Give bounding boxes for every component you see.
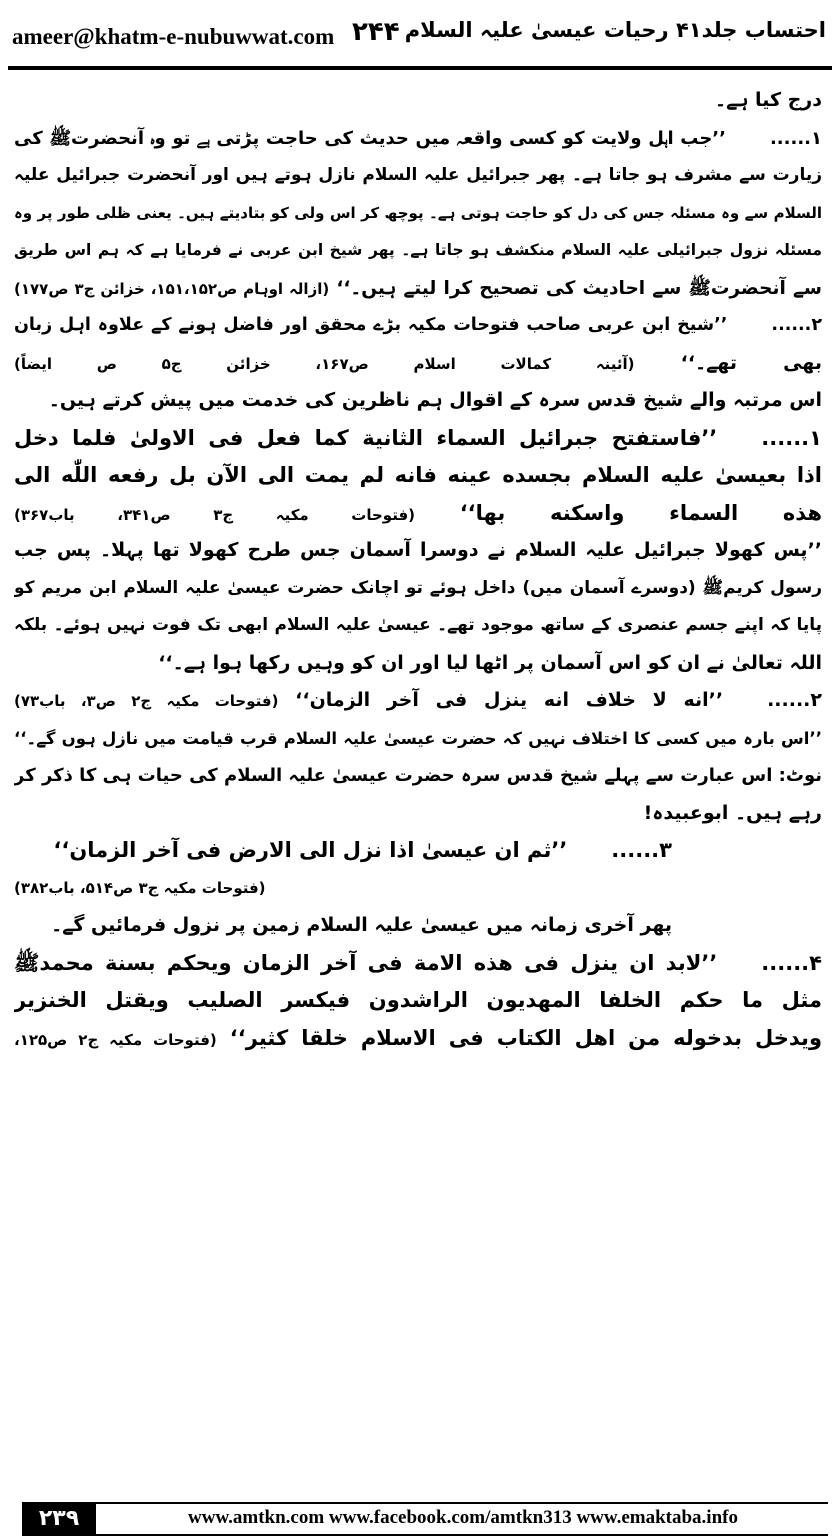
text-line <box>14 345 822 383</box>
text-line <box>14 270 822 308</box>
item-number: ۱...... <box>761 425 822 450</box>
text-line <box>14 907 822 945</box>
text-line <box>14 157 822 195</box>
line-text: مسئلہ نزول جبرائیلی علیہ السلام منکشف ہو جاتا ہے۔ پھر شیخ ابن عربی نے فرمایا ہے کہ ہم اس طریق <box>14 241 822 259</box>
line-text: هذه السماء واسکنه بها‘‘ <box>459 500 822 525</box>
text-line <box>14 82 822 120</box>
text-line <box>14 307 822 345</box>
line-text: ’’پس کھولا جبرائیل علیہ السلام نے دوسرا آسمان جس طرح کھولا تھا پہلا۔ پس جب <box>14 539 822 561</box>
text-line <box>14 645 822 683</box>
line-text: ’’انه لا خلاف انه ینزل فی آخر الزمان‘‘ <box>295 689 724 711</box>
text-line <box>14 120 822 158</box>
line-text: سے آنحضرتﷺ سے احادیث کی تصحیح کرا لیتے ہیں۔‘‘ <box>336 277 822 299</box>
header-rule <box>8 66 832 70</box>
text-line <box>14 982 822 1020</box>
line-text: پھر آخری زمانہ میں عیسیٰ علیہ السلام زمین پر نزول فرمائیں گے۔ <box>51 914 672 936</box>
line-text: اذا بعیسیٰ علیه السلام بجسده عینه فانه لم یمت الی الآن بل رفعه اللّٰه الی <box>14 463 822 487</box>
text-line <box>14 195 822 233</box>
item-number: ۲...... <box>767 689 822 711</box>
footer-rule-top <box>96 1502 828 1504</box>
text-line <box>14 832 822 870</box>
text-line <box>14 420 822 458</box>
text-line <box>14 532 822 570</box>
line-text: رسول کریمﷺ (دوسرے آسمان میں) داخل ہوئے تو اچانک حضرت عیسیٰ علیہ السلام ابن مریم کو <box>14 577 822 598</box>
text-line <box>14 495 822 533</box>
reference: (ازالہ اوہام ص۱۵۱،۱۵۲، خزائن ج۳ ص۱۷۷) <box>14 279 330 298</box>
line-text: رہے ہیں۔ ابوعبیدہ! <box>643 801 822 824</box>
line-text: ’’شیخ ابن عربی صاحب فتوحات مکیہ بڑے محقق اور فاضل ہونے کے علاوہ اہل زبان <box>14 315 728 335</box>
item-number: ۱...... <box>769 127 822 149</box>
text-line <box>14 757 822 795</box>
page-footer <box>0 1498 840 1540</box>
line-text: ’’ثم ان عیسیٰ اذا نزل الی الارض فی آخر الزمان‘‘ <box>53 838 568 862</box>
text-line <box>14 720 822 758</box>
line-text: اس مرتبہ والے شیخ قدس سرہ کے اقوال ہم ناظرین کی خدمت میں پیش کرتے ہیں۔ <box>48 389 822 411</box>
reference: (آئینہ کمالات اسلام ص۱۶۷، خزائن ج۵ ص ایضاً) <box>14 354 635 373</box>
line-text: ’’فاستفتح جبرائیل السماء الثانیة کما فعل فی الاولیٰ فلما دخل <box>14 425 718 450</box>
header-title: احتساب جلد۴۱ رحیات عیسیٰ علیہ السلام <box>404 18 826 42</box>
item-number: ۲...... <box>771 315 822 335</box>
footer-page-box: ۲۳۹ <box>22 1502 96 1536</box>
reference: (فتوحات مکیہ ج۲ ص۱۲۵، <box>14 1030 217 1049</box>
text-line <box>14 232 822 270</box>
text-line <box>14 1020 822 1058</box>
reference: (فتوحات مکیہ ج۳ ص۵۱۴، باب۳۸۲) <box>14 878 266 897</box>
reference: (فتوحات مکیہ ج۳ ص۳۴۱، باب۳۶۷) <box>14 505 416 524</box>
header-email: ameer@khatm-e-nubuwwat.com <box>12 24 335 49</box>
line-text: اللہ تعالیٰ نے ان کو اس آسمان پر اٹھا لیا اور ان کو وہیں رکھا ہوا ہے۔‘‘ <box>158 651 822 674</box>
line-text: درج کیا ہے۔ <box>715 89 822 111</box>
line-text: السلام سے وہ مسئلہ جس کی دل کو حاجت ہوتی ہے۔ پوچھ کر اس ولی کو بتادیتے ہیں۔ یعنی ظلی طور پر وہ <box>14 203 822 222</box>
text-line <box>14 607 822 645</box>
line-text: بھی تھے۔‘‘ <box>680 351 822 374</box>
line-text: ویدخل بدخوله من اهل الکتاب فی الاسلام خلقا کثیر‘‘ <box>229 1025 822 1050</box>
line-text: مثل ما حکم الخلفا المهدیون الراشدون فیکسر الصلیب ویقتل الخنزیر <box>14 988 822 1012</box>
text-line <box>14 682 822 720</box>
item-number: ۳...... <box>611 838 672 862</box>
item-number: ۴...... <box>761 950 822 975</box>
text-line <box>14 570 822 608</box>
footer-rule-bottom <box>96 1534 828 1536</box>
page-header <box>0 0 840 70</box>
text-line <box>14 945 822 983</box>
reference: (فتوحات مکیہ ج۲ ص۳، باب۷۳) <box>14 692 279 710</box>
line-text: ’’جب اہل ولایت کو کسی واقعہ میں حدیث کی حاجت پڑتی ہے تو وہ آنحضرتﷺ کی <box>14 127 726 149</box>
text-line <box>14 457 822 495</box>
line-text: پایا کہ اپنے جسم عنصری کے ساتھ موجود تھے۔ عیسیٰ علیہ السلام ابھی تک فوت نہیں ہوئے۔ بلکہ <box>14 615 822 635</box>
line-text: ’’لابد ان ینزل فی هذه الامة فی آخر الزمان ویحکم بسنة محمدﷺ <box>14 950 718 975</box>
footer-links[interactable]: www.amtkn.com www.facebook.com/amtkn313 www.emaktaba.info <box>188 1507 738 1528</box>
page-body <box>14 82 822 1472</box>
line-text: ’’اس بارہ میں کسی کا اختلاف نہیں کہ حضرت عیسیٰ علیہ السلام قرب قیامت میں نازل ہوں گے۔‘‘ <box>14 728 822 748</box>
text-line <box>14 795 822 833</box>
text-line <box>14 382 822 420</box>
line-text: نوٹ: اس عبارت سے پہلے شیخ قدس سرہ حضرت عیسیٰ علیہ السلام کی حیات ہی کا ذکر کر <box>14 765 822 786</box>
header-page-number: ۲۴۴ <box>352 17 400 47</box>
line-text: زیارت سے مشرف ہو جاتا ہے۔ پھر جبرائیل علیہ السلام نازل ہوتے ہیں اور آنحضرت جبرائیل علیہ <box>14 165 822 185</box>
text-line <box>14 870 822 908</box>
